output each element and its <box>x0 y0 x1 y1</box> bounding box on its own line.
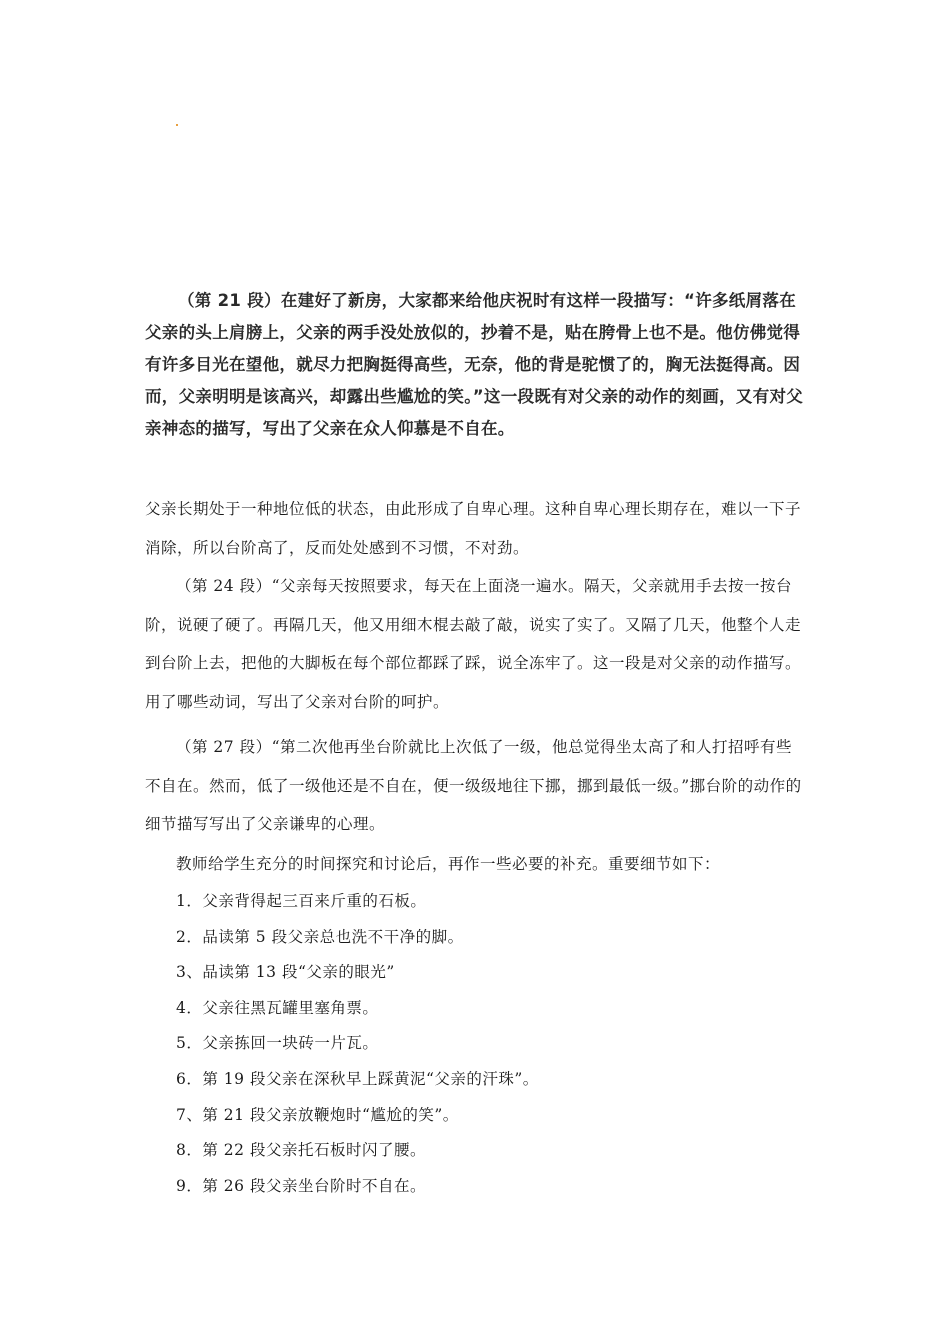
stray-mark <box>176 124 178 126</box>
paragraph-summary: 父亲长期处于一种地位低的状态，由此形成了自卑心理。这种自卑心理长期存在，难以一下子消除，所以台阶高了，反而处处感到不习惯，不对劲。 <box>145 500 802 557</box>
list-item: 9．第 26 段父亲坐台阶时不自在。 <box>176 1176 426 1195</box>
list-item: 8．第 22 段父亲托石板时闪了腰。 <box>176 1141 426 1160</box>
list-item: 1．父亲背得起三百来斤重的石板。 <box>176 892 427 910</box>
list-item: 5．父亲拣回一块砖一片瓦。 <box>176 1034 379 1053</box>
list-item: 2．品读第 5 段父亲总也洗不干净的脚。 <box>176 927 464 946</box>
paragraph-teacher: 教师给学生充分的时间探究和讨论后，再作一些必要的补充。重要细节如下： <box>176 855 721 873</box>
paragraph-27: （第 27 段）“第二次他再坐台阶就比上次低了一级，他总觉得坐太高了和人打招呼有些不自在。然而，低了一级他还是不自在，便一级级地往下挪，挪到最低一级。”挪台阶的动作的细节描写写出了父亲谦卑的心理。 <box>145 738 802 833</box>
paragraph-21-scanned: （第 21 段）在建好了新房，大家都来给他庆祝时有这样一段描写：“许多纸屑落在父亲的头上肩膀上，父亲的两手没处放似的，抄着不是，贴在胯骨上也不是。他仿佛觉得有许多目光在望他，就尽力把胸挺得高些，无奈，他的背是驼惯了的，胸无法挺得高。因而，父亲明明是该高兴，却露出些尴尬的笑。”这一段既有对父亲的动作的刻画，又有对父亲神态的描写，写出了父亲在众人仰慕是不自在。 <box>145 291 804 438</box>
list-item: 7、第 21 段父亲放鞭炮时“尴尬的笑”。 <box>176 1105 459 1124</box>
details-list <box>176 884 539 1204</box>
list-item: 4．父亲往黑瓦罐里塞角票。 <box>176 998 379 1017</box>
list-item: 3、品读第 13 段“父亲的眼光” <box>176 963 395 982</box>
list-item: 6．第 19 段父亲在深秋早上踩黄泥“父亲的汗珠”。 <box>176 1069 539 1088</box>
paragraph-24: （第 24 段）“父亲每天按照要求，每天在上面浇一遍水。隔天，父亲就用手去按一按台阶，说硬了硬了。再隔几天，他又用细木棍去敲了敲，说实了实了。又隔了几天，他整个人走到台阶上去，把他的大脚板在每个部位都踩了踩，说全冻牢了。这一段是对父亲的动作描写。用了哪些动词，写出了父亲对台阶的呵护。 <box>145 577 802 711</box>
